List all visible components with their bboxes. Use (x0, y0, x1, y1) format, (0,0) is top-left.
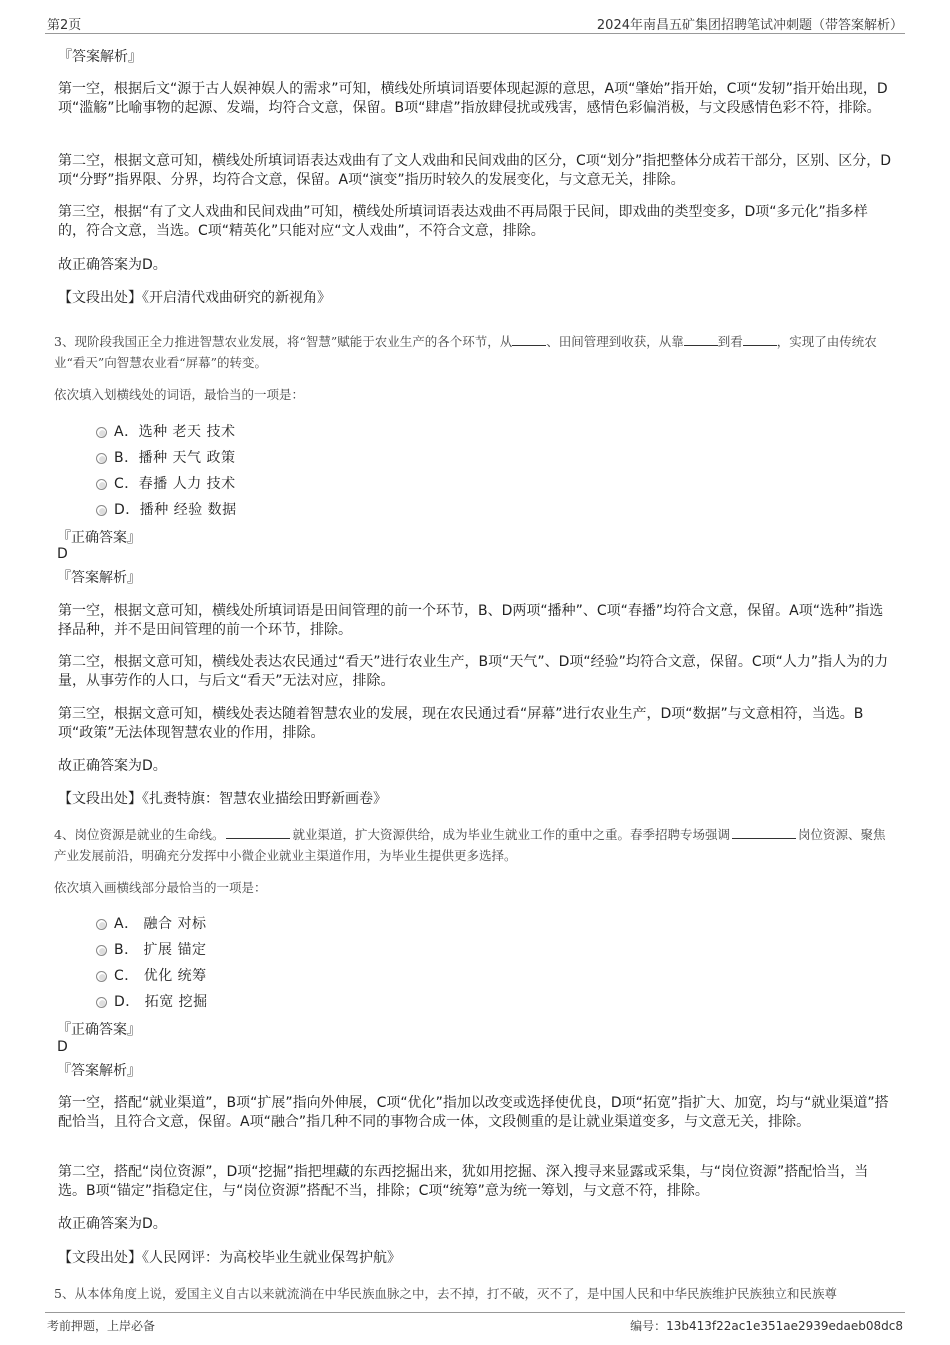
q4-stem-part: 就业渠道，扩大资源供给，成为毕业生就业工作的重中之重。春季招聘专场强调 (292, 827, 730, 842)
q4-stem (54, 824, 894, 866)
q3-stem-part: 到看 (717, 334, 743, 349)
option-label: B． 扩展 锚定 (114, 942, 207, 958)
q3-stem-part: ，实现了由传统农业“看天”向智慧农业看“屏幕”的转变。 (54, 334, 877, 370)
q3-analysis-p1: 第一空，根据文意可知，横线处所填词语是田间管理的前一个环节，B、D两项“播种”、C项“春播”均符合文意，保留。A项“选种”指选择品种，并不是田间管理的前一个环节，排除。 (58, 603, 884, 638)
radio-icon[interactable] (96, 997, 107, 1008)
q2-analysis-label: 『答案解析』 (58, 49, 142, 65)
q2-conclusion: 故正确答案为D。 (58, 257, 167, 273)
option-label: A．选种 老天 技术 (114, 424, 236, 440)
q3-analysis-p2: 第二空，根据文意可知，横线处表达农民通过“看天”进行农业生产，B项“天气”、D项“经验”均符合文意，保留。C项“人力”指人为的力量，从事劳作的人口，与后文“看天”无法对应，排除。 (58, 654, 889, 689)
radio-icon[interactable] (96, 505, 107, 516)
q4-conclusion: 故正确答案为D。 (58, 1216, 167, 1232)
q4-correct-label: 『正确答案』 (57, 1022, 141, 1038)
q3-blank-1 (512, 332, 546, 346)
q3-analysis-p3: 第三空，根据文意可知，横线处表达随着智慧农业的发展，现在农民通过看“屏幕”进行农业生产，D项“数据”与文意相符，当选。B项“政策”无法体现智慧农业的作用，排除。 (58, 706, 864, 741)
q3-prompt: 依次填入划横线处的词语，最恰当的一项是： (54, 387, 305, 402)
q3-stem (54, 331, 894, 373)
q2-source: 【文段出处】《开启清代戏曲研究的新视角》 (58, 290, 331, 306)
radio-icon[interactable] (96, 945, 107, 956)
q3-conclusion: 故正确答案为D。 (58, 758, 167, 774)
q4-analysis-p2: 第二空，搭配“岗位资源”，D项“挖掘”指把埋藏的东西挖掘出来，犹如用挖掘、深入搜寻来显露或采集，与“岗位资源”搭配恰当，当选。B项“锚定”指稳定住，与“岗位资源”搭配不当，排除；C项“统筹”意为统一筹划，与文意不符，排除。 (58, 1164, 869, 1199)
q3-correct-answer: D (57, 546, 68, 562)
radio-icon[interactable] (96, 919, 107, 930)
radio-icon[interactable] (96, 971, 107, 982)
radio-icon[interactable] (96, 427, 107, 438)
q3-source: 【文段出处】《扎赉特旗：智慧农业描绘田野新画卷》 (58, 791, 387, 807)
q3-blank-2 (684, 332, 718, 346)
option-label: B．播种 天气 政策 (114, 450, 236, 466)
option-label: C．春播 人力 技术 (114, 476, 236, 492)
option-label: D． 拓宽 挖掘 (114, 994, 208, 1010)
q3-stem-part: 、田间管理到收获，从靠 (546, 334, 684, 349)
q4-correct-answer: D (57, 1039, 68, 1055)
radio-icon[interactable] (96, 453, 107, 464)
page-footer (45, 1312, 905, 1334)
page-number: 第2页 (47, 18, 82, 33)
radio-icon[interactable] (96, 479, 107, 490)
document-id: 编号：13b413f22ac1e351ae2939edaeb08dc8 (630, 1319, 903, 1333)
q4-blank-1 (226, 825, 290, 839)
q4-analysis-label: 『答案解析』 (57, 1063, 141, 1079)
q4-analysis-p1: 第一空，搭配“就业渠道”，B项“扩展”指向外伸展，C项“优化”指加以改变或选择使优良，D项“拓宽”指扩大、加宽，均与“就业渠道”搭配恰当，且符合文意，保留。A项“融合”指几种不同的事物合成一体，文段侧重的是让就业渠道变多，与文意无关，排除。 (58, 1095, 889, 1130)
q4-stem-part: 4、岗位资源是就业的生命线。 (54, 827, 225, 842)
q4-source: 【文段出处】《人民网评：为高校毕业生就业保驾护航》 (58, 1250, 401, 1266)
q4-blank-2 (732, 825, 796, 839)
q2-analysis-p3: 第三空，根据“有了文人戏曲和民间戏曲”可知，横线处所填词语表达戏曲不再局限于民间，即戏曲的类型变多，D项“多元化”指多样的，符合文意，当选。C项“精英化”只能对应“文人戏曲”，不符合文意，排除。 (58, 204, 868, 239)
q4-stem-part: 岗位资源、聚焦产业发展前沿，明确充分发挥中小微企业就业主渠道作用，为毕业生提供更多选择。 (54, 827, 886, 863)
option-label: D．播种 经验 数据 (114, 502, 237, 518)
q3-stem-part: 3、现阶段我国正全力推进智慧农业发展，将“智慧”赋能于农业生产的各个环节，从 (54, 334, 513, 349)
page-header (45, 12, 905, 34)
q3-blank-3 (743, 332, 777, 346)
q2-analysis-p2: 第二空，根据文意可知，横线处所填词语表达戏曲有了文人戏曲和民间戏曲的区分，C项“划分”指把整体分成若干部分，区别、区分，D项“分野”指界限、分界，均符合文意，保留。A项“演变”指历时较久的发展变化，与文意无关，排除。 (58, 153, 892, 188)
q3-correct-label: 『正确答案』 (57, 530, 141, 546)
q2-analysis-p1: 第一空，根据后文“源于古人娱神娱人的需求”可知，横线处所填词语要体现起源的意思，A项“肇始”指开始，C项“发轫”指开始出现，D项“滥觞”比喻事物的起源、发端，均符合文意，保留。B项“肆虐”指放肆侵扰或残害，感情色彩偏消极，与文段感情色彩不符，排除。 (58, 81, 888, 116)
q3-analysis-label: 『答案解析』 (57, 570, 141, 586)
footer-slogan: 考前押题，上岸必备 (47, 1319, 156, 1333)
q5-stem: 5、从本体角度上说，爱国主义自古以来就流淌在中华民族血脉之中，去不掉，打不破，灭不了，是中国人民和中华民族维护民族独立和民族尊 (54, 1286, 837, 1301)
option-label: A． 融合 对标 (114, 916, 207, 932)
document-title: 2024年南昌五矿集团招聘笔试冲刺题（带答案解析） (596, 18, 903, 33)
option-label: C． 优化 统筹 (114, 968, 207, 984)
q4-prompt: 依次填入画横线部分最恰当的一项是： (54, 880, 267, 895)
